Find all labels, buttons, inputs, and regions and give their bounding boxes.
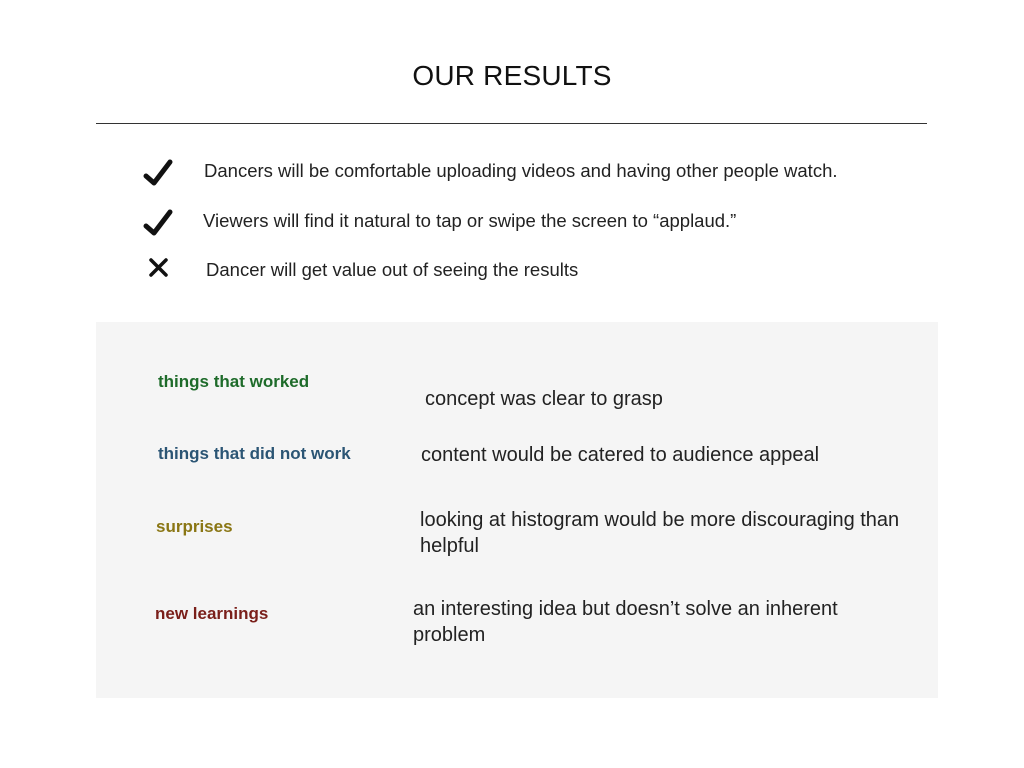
page-title: OUR RESULTS xyxy=(412,60,612,91)
finding-value-surprises: looking at histogram would be more discouraging than helpful xyxy=(420,509,900,557)
check-icon xyxy=(142,156,182,188)
cross-icon xyxy=(142,256,182,288)
result-item xyxy=(142,256,902,296)
finding-value-did-not-work: content would be catered to audience appeal xyxy=(421,444,820,466)
result-item xyxy=(142,156,902,196)
finding-value-worked: concept was clear to grasp xyxy=(425,388,663,410)
result-item xyxy=(142,206,902,246)
finding-value-new-learnings: an interesting idea but doesn’t solve an inherent problem xyxy=(413,598,838,646)
check-icon xyxy=(142,206,182,238)
finding-label-did-not-work: things that did not work xyxy=(158,444,351,463)
finding-label-new-learnings: new learnings xyxy=(155,604,269,623)
title-divider xyxy=(96,123,927,124)
finding-label-surprises: surprises xyxy=(156,517,233,536)
result-text: Dancer will get value out of seeing the results xyxy=(206,259,579,280)
result-text: Viewers will find it natural to tap or swipe the screen to “applaud.” xyxy=(203,210,737,231)
result-text: Dancers will be comfortable uploading videos and having other people watch. xyxy=(204,160,838,181)
findings-panel xyxy=(96,322,938,698)
finding-label-worked: things that worked xyxy=(158,372,310,391)
